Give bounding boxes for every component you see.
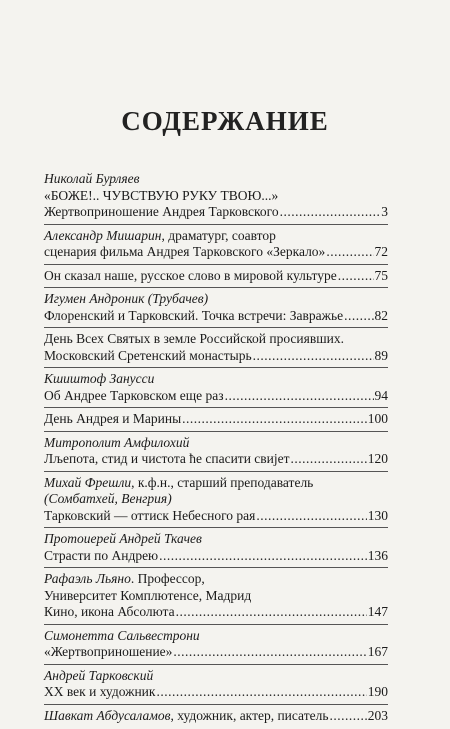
toc-entry [44, 434, 388, 472]
leader-dots [256, 508, 366, 525]
entry-author: Николай Бурляев [44, 171, 140, 186]
toc-row[interactable] [44, 508, 388, 525]
leader-dots [280, 204, 381, 221]
leader-dots [326, 244, 373, 261]
leader-dots [173, 644, 366, 661]
table-of-contents [44, 170, 388, 729]
entry-title: Об Андрее Тарковском еще раз [44, 387, 224, 403]
leader-dots [291, 451, 367, 468]
leader-dots [225, 388, 374, 405]
toc-row[interactable] [44, 644, 388, 661]
entry-title: День Андрея и Марины [44, 411, 182, 426]
page-number: 203 [367, 707, 388, 723]
toc-row[interactable] [44, 451, 388, 468]
toc-row[interactable] [44, 204, 388, 221]
page-number: 190 [367, 684, 388, 699]
toc-entry [44, 290, 388, 328]
entry-title: Он сказал наше, русское слово в мировой культуре [44, 267, 337, 283]
page-number: 136 [367, 547, 388, 563]
toc-row[interactable] [44, 411, 388, 428]
toc-entry [44, 227, 388, 265]
entry-title: Лљепота, стид и чистота ће спасити свијет [44, 451, 290, 466]
toc-entry [44, 570, 388, 625]
entry-author: Александр Мишарин, драматург, соавтор [44, 227, 276, 243]
toc-row[interactable] [44, 604, 388, 621]
toc-row[interactable] [44, 268, 388, 285]
leader-dots [338, 268, 374, 285]
entry-author: Кшиштоф Занусси [44, 371, 155, 386]
page-number: 100 [367, 411, 388, 426]
entry-subtitle: «БОЖЕ!.. ЧУВСТВУЮ РУКУ ТВОЮ...» [44, 187, 279, 203]
entry-author: Шавкат Абдусаламов, художник, актер, писатель [44, 707, 329, 723]
entry-title: Страсти по Андрею [44, 547, 159, 563]
author-note: , драматург, соавтор [161, 227, 276, 243]
toc-entry [44, 170, 388, 225]
entry-subtitle: День Всех Святых в земле Российской просиявших. [44, 331, 344, 346]
page-number: 130 [367, 507, 388, 523]
toc-row[interactable] [44, 388, 388, 405]
entry-author: Андрей Тарковский [44, 667, 154, 683]
leader-dots [253, 348, 374, 365]
entry-title: Кино, икона Абсолюта [44, 604, 175, 619]
toc-entry [44, 267, 388, 289]
entry-affiliation: (Сомбатхей, Венгрия) [44, 491, 172, 506]
entry-title: Флоренский и Тарковский. Точка встречи: Завражье [44, 307, 344, 323]
toc-row[interactable] [44, 348, 388, 365]
toc-entry [44, 707, 388, 728]
page-number: 75 [374, 267, 388, 283]
author-note: , к.ф.н., старший преподаватель [131, 474, 314, 490]
toc-row[interactable] [44, 708, 388, 725]
entry-author: Симонетта Сальвестрони [44, 627, 200, 643]
entry-title: сценария фильма Андрея Тарковского «Зеркало» [44, 244, 326, 259]
toc-entry [44, 410, 388, 432]
entry-author: Митрополит Амфилохий [44, 434, 190, 450]
author-note: . Профессор, [130, 571, 205, 586]
entry-title: Жертвоприношение Андрея Тарковского [44, 204, 279, 219]
page-number: 94 [374, 387, 388, 403]
leader-dots [330, 708, 367, 725]
page-number: 147 [367, 604, 388, 619]
leader-dots [159, 548, 367, 565]
entry-author: Игумен Андроник (Трубачев) [44, 291, 209, 306]
page-number: 82 [374, 307, 388, 323]
leader-dots [182, 411, 367, 428]
toc-row[interactable] [44, 684, 388, 701]
entry-author: Рафаэль Льяно. Профессор, [44, 571, 205, 586]
entry-title: «Жертвоприношение» [44, 644, 173, 659]
author-note: , художник, актер, писатель [170, 707, 329, 723]
page-number: 167 [367, 644, 388, 659]
page-number: 72 [374, 244, 388, 259]
toc-entry [44, 370, 388, 408]
toc-entry [44, 474, 388, 529]
entry-title: Московский Сретенский монастырь [44, 347, 252, 363]
page-number: 120 [367, 451, 388, 466]
entry-author: Протоиерей Андрей Ткачев [44, 531, 202, 546]
entry-author: Михай Фрешли, к.ф.н., старший преподаватель [44, 474, 314, 490]
page-title: СОДЕРЖАНИЕ [121, 106, 329, 136]
page-number: 3 [381, 204, 388, 219]
toc-entry [44, 667, 388, 705]
toc-row[interactable] [44, 548, 388, 565]
entry-affiliation: Университет Комплютенсе, Мадрид [44, 587, 252, 603]
leader-dots [344, 308, 373, 325]
leader-dots [156, 684, 366, 701]
entry-title: Тарковский — оттиск Небесного рая [44, 507, 256, 523]
page-number: 89 [374, 347, 388, 363]
toc-entry [44, 330, 388, 368]
toc-entry [44, 627, 388, 665]
entry-title: XX век и художник [44, 684, 156, 699]
toc-entry [44, 530, 388, 568]
leader-dots [176, 604, 367, 621]
toc-row[interactable] [44, 244, 388, 261]
toc-row[interactable] [44, 308, 388, 325]
